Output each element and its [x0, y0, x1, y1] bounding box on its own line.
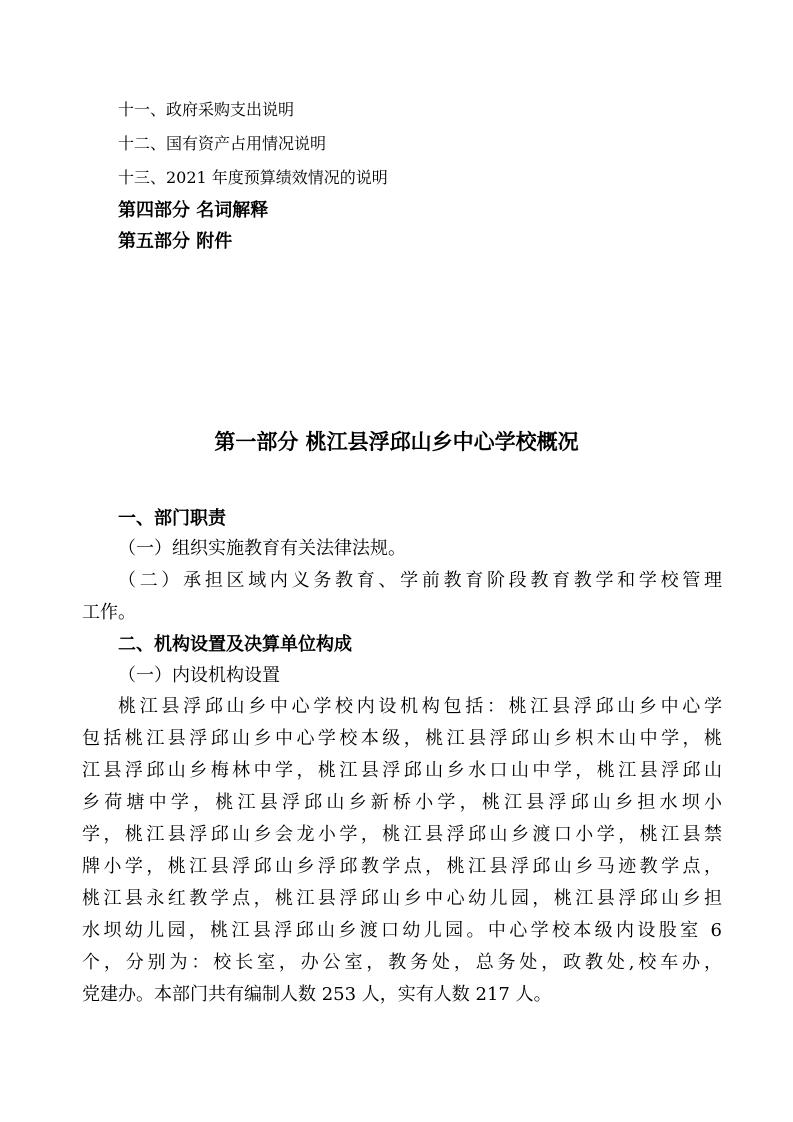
part-one-title: 第一部分 桃江县浮邱山乡中心学校概况 — [214, 429, 579, 454]
subsection-internal-structure: （一）内设机构设置 — [118, 665, 280, 686]
paragraph-line: 桃江县浮邱山乡中心学校内设机构包括：桃江县浮邱山乡中心学 — [118, 696, 722, 717]
paragraph-line: 桃江县永红教学点，桃江县浮邱山乡中心幼儿园，桃江县浮邱山乡担 — [82, 888, 722, 909]
section-heading-structure: 二、机构设置及决算单位构成 — [118, 634, 352, 655]
paragraph-line: 牌小学，桃江县浮邱山乡浮邱教学点，桃江县浮邱山乡马迹教学点， — [82, 856, 722, 877]
toc-item-13: 十三、2021 年度预算绩效情况的说明 — [118, 168, 388, 187]
paragraph-line: 学，桃江县浮邱山乡会龙小学，桃江县浮邱山乡渡口小学，桃江县禁 — [82, 824, 722, 845]
paragraph-line: 江县浮邱山乡梅林中学，桃江县浮邱山乡水口山中学，桃江县浮邱山 — [82, 760, 722, 781]
duty-item-1: （一）组织实施教育有关法律法规。 — [118, 538, 406, 559]
toc-part-4: 第四部分 名词解释 — [118, 200, 269, 221]
paragraph-line: 乡荷塘中学，桃江县浮邱山乡新桥小学，桃江县浮邱山乡担水坝小 — [82, 792, 722, 813]
paragraph-line: 党建办。本部门共有编制人数 253 人，实有人数 217 人。 — [82, 984, 552, 1005]
toc-item-12: 十二、国有资产占用情况说明 — [118, 134, 327, 153]
paragraph-line: 包括桃江县浮邱山乡中心学校本级，桃江县浮邱山乡枳木山中学，桃 — [82, 728, 722, 749]
paragraph-line: 个，分别为：校长室，办公室，教务处，总务处，政教处,校车办， — [82, 952, 722, 973]
section-heading-duties: 一、部门职责 — [118, 508, 226, 529]
toc-item-11: 十一、政府采购支出说明 — [118, 100, 295, 119]
duty-item-2-line-2: 工作。 — [82, 602, 136, 623]
paragraph-line: 水坝幼儿园，桃江县浮邱山乡渡口幼儿园。中心学校本级内设股室 6 — [82, 920, 722, 941]
toc-part-5: 第五部分 附件 — [118, 231, 233, 252]
duty-item-2-line-1: （二）承担区域内义务教育、学前教育阶段教育教学和学校管理 — [118, 570, 722, 591]
